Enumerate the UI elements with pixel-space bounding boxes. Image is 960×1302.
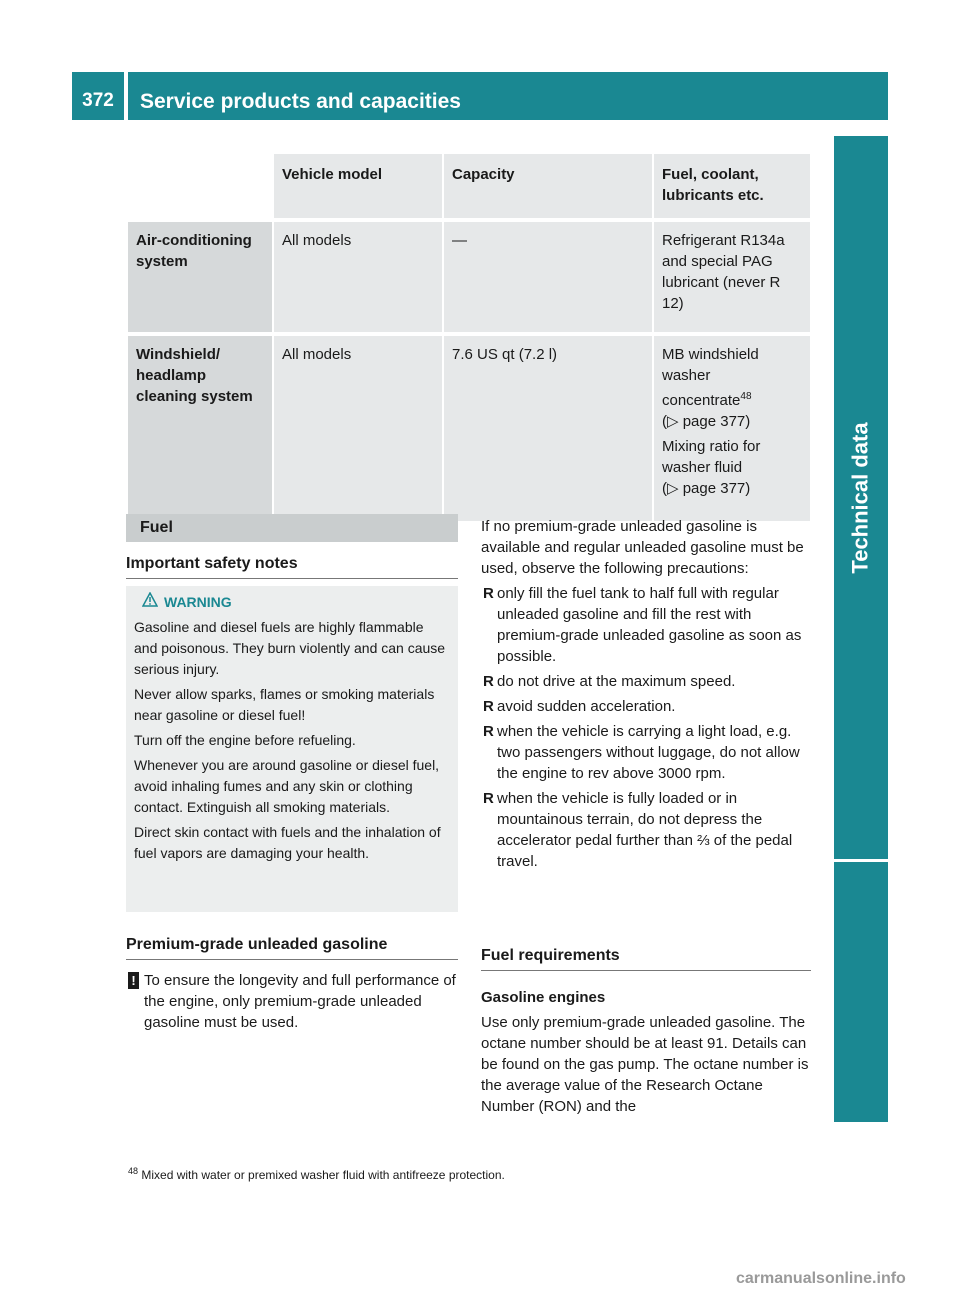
premium-gasoline-heading: Premium-grade unleaded gasoline — [126, 936, 458, 960]
warning-header — [134, 592, 450, 613]
table-header-model: Vehicle model — [274, 154, 442, 218]
warning-box — [126, 586, 458, 912]
notice-text: To ensure the longevity and full performance of the engine, only premium-grade unleaded gasoline must be used. — [144, 972, 456, 1031]
list-item — [481, 696, 816, 717]
fluid-line-1-text: MB windshield washer concentrate — [662, 346, 759, 409]
list-item — [481, 721, 816, 784]
fluid-line-2-text: Mixing ratio for washer fluid — [662, 438, 761, 476]
precautions-block — [481, 516, 816, 876]
list-item-text: avoid sudden acceleration. — [497, 698, 676, 715]
bullet-icon: R — [483, 723, 494, 740]
gasoline-engines-heading: Gasoline engines — [481, 989, 606, 1006]
table-cell-system: Windshield/ headlamp cleaning system — [128, 332, 272, 521]
bullet-icon: R — [483, 698, 494, 715]
side-tab-label: Technical data — [848, 421, 874, 574]
precautions-intro: If no premium-grade unleaded gasoline is available and regular unleaded gasoline must be used, observe the following precautions: — [481, 518, 804, 577]
gasoline-engines-block — [481, 987, 816, 1117]
page-ref-link[interactable]: (▷ page 377) — [662, 480, 751, 497]
side-tab-label-wrap — [834, 136, 888, 859]
warning-triangle-icon — [142, 592, 160, 613]
bullet-icon: R — [483, 790, 494, 807]
list-item-text: when the vehicle is carrying a light load, e.g. two passengers without luggage, do not allow the engine to rev above 3000 rpm. — [497, 723, 800, 782]
warning-paragraph: Direct skin contact with fuels and the inhalation of fuel vapors are damaging your health. — [134, 824, 441, 861]
fluid-line-2 — [662, 436, 800, 499]
footnote-text: Mixed with water or premixed washer fluid with antifreeze protection. — [141, 1168, 505, 1182]
list-item — [481, 583, 816, 667]
warning-paragraph: Never allow sparks, flames or smoking materials near gasoline or diesel fuel! — [134, 686, 435, 723]
warning-paragraph: Turn off the engine before refueling. — [134, 732, 356, 748]
list-item-text: do not drive at the maximum speed. — [497, 673, 736, 690]
page-title: Service products and capacities — [128, 72, 888, 120]
table-cell-model: All models — [274, 218, 442, 332]
warning-label: WARNING — [164, 594, 232, 610]
table-cell-fluid: Refrigerant R134a and special PAG lubricant (never R 12) — [654, 218, 810, 332]
table-header-fluid: Fuel, coolant, lubricants etc. — [654, 154, 810, 218]
fuel-section-heading: Fuel — [126, 514, 458, 542]
notice-block — [128, 970, 462, 1033]
list-item — [481, 788, 816, 872]
page-number: 372 — [72, 72, 124, 120]
table-header-empty — [128, 154, 272, 218]
table-cell-model: All models — [274, 332, 442, 521]
fuel-requirements-heading: Fuel requirements — [481, 947, 811, 971]
table-cell-capacity: — — [444, 218, 652, 332]
list-item-text: only fill the fuel tank to half full with regular unleaded gasoline and fill the rest with premium-grade unleaded gasoline as soon as possible. — [497, 585, 802, 665]
side-tab-block — [834, 862, 888, 1122]
list-item-text: when the vehicle is fully loaded or in mountainous terrain, do not depress the accelerator pedal further than ⅔ of the pedal travel. — [497, 790, 793, 870]
capacities-table — [126, 154, 812, 521]
table-row — [128, 332, 810, 521]
table-row — [128, 218, 810, 332]
table-cell-system: Air-conditioning system — [128, 218, 272, 332]
fluid-line-1 — [662, 344, 800, 432]
notice-exclamation-icon: ! — [128, 972, 139, 989]
table-cell-fluid — [654, 332, 810, 521]
watermark: carmanualsonline.info — [736, 1270, 906, 1287]
page-ref-link[interactable]: (▷ page 377) — [662, 413, 751, 430]
footnote-ref: 48 — [740, 391, 752, 402]
warning-paragraph: Whenever you are around gasoline or diesel fuel, avoid inhaling fumes and any skin or clothing contact. Extinguish all smoking materials. — [134, 757, 440, 815]
safety-notes-heading: Important safety notes — [126, 555, 458, 579]
table-header-capacity: Capacity — [444, 154, 652, 218]
list-item — [481, 671, 816, 692]
footnote — [128, 1166, 505, 1182]
precautions-list — [481, 583, 816, 872]
bullet-icon: R — [483, 585, 494, 602]
gasoline-engines-text: Use only premium-grade unleaded gasoline. The octane number should be at least 91. Details can be found on the gas pump. The octane number is the average value of the Research Octane Number (RON) and the — [481, 1014, 809, 1115]
bullet-icon: R — [483, 673, 494, 690]
table-cell-capacity: 7.6 US qt (7.2 l) — [444, 332, 652, 521]
warning-paragraph: Gasoline and diesel fuels are highly flammable and poisonous. They burn violently and can cause serious injury. — [134, 619, 446, 677]
footnote-number: 48 — [128, 1166, 139, 1176]
